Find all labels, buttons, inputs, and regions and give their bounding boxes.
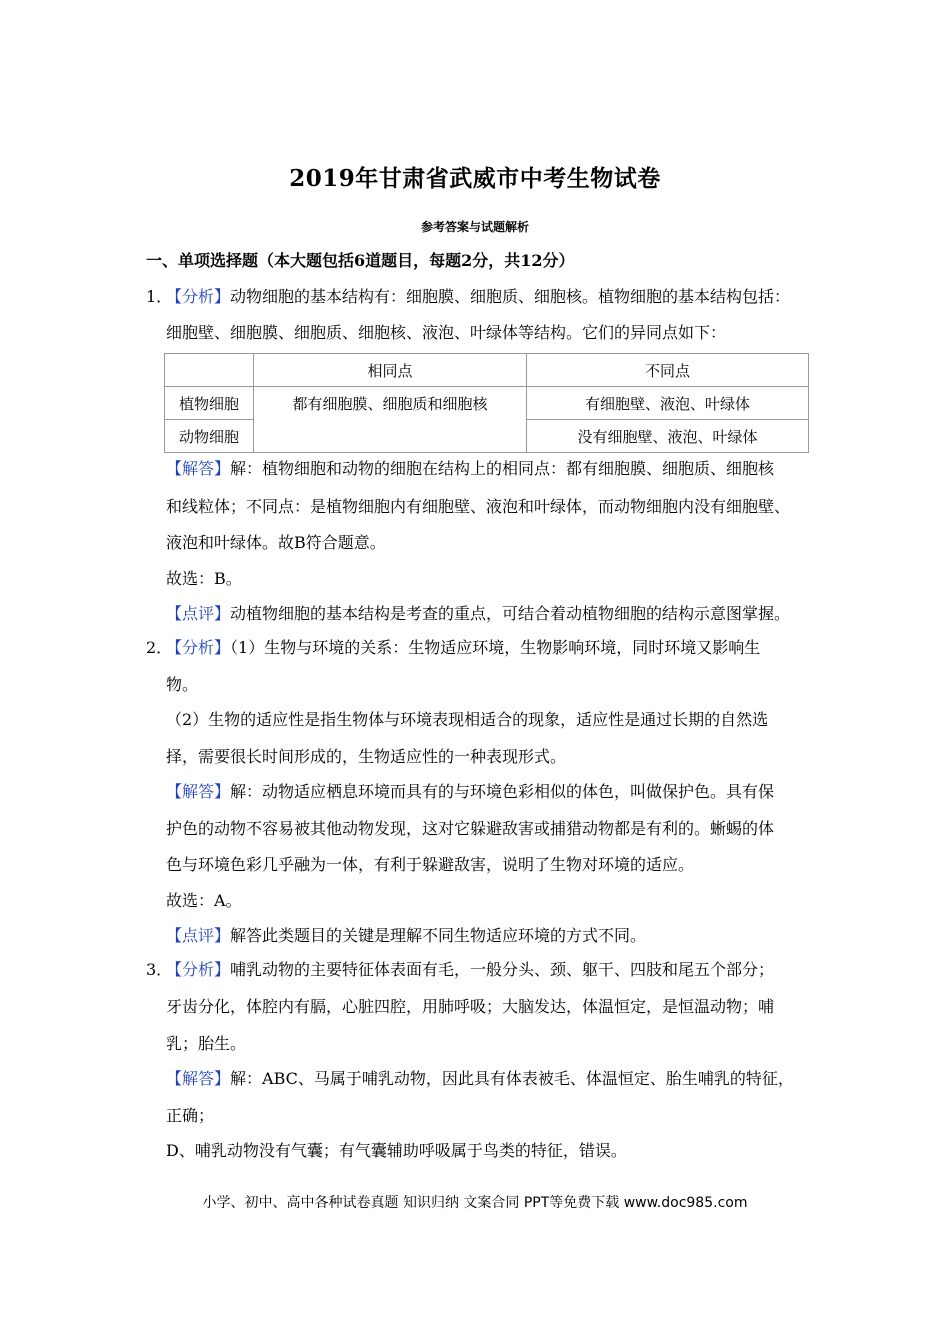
q1-answer-tag: 【解答】 [166,459,231,478]
q1-analysis-text: 动物细胞的基本结构有：细胞膜、细胞质、细胞核。植物细胞的基本结构包括： [230,287,791,306]
q1-answer-line [166,459,774,479]
q2-comment-tag: 【点评】 [166,926,231,945]
page-subtitle: 参考答案与试题解析 [420,220,529,234]
q2-answer-line-2: 护色的动物不容易被其他动物发现，这对它躲避敌害或捕猎动物都是有利的。蜥蜴的体 [166,819,775,838]
q1-comment-text: 动植物细胞的基本结构是考查的重点，可结合着动植物细胞的结构示意图掌握。 [230,604,791,623]
q2-comment-text: 解答此类题目的关键是理解不同生物适应环境的方式不同。 [230,926,647,945]
table-header-cell [165,354,254,387]
table-row-label: 植物细胞 [165,387,254,420]
q3-answer-tag: 【解答】 [166,1069,231,1088]
q2-analysis-line-4: 择，需要很长时间形成的，生物适应性的一种表现形式。 [166,747,567,766]
q2-choice: 故选：A。 [166,891,242,910]
q1-answer-line-2: 和线粒体；不同点：是植物细胞内有细胞壁、液泡和叶绿体，而动物细胞内没有细胞壁、 [166,497,791,516]
q1-analysis-line [166,287,790,307]
comparison-table [164,353,809,453]
q3-analysis-line-2: 牙齿分化，体腔内有膈，心脏四腔，用肺呼吸；大脑发达，体温恒定，是恒温动物；哺 [166,997,775,1016]
q2-comment-line [166,926,646,946]
q1-comment-line [166,604,790,624]
table-row-label: 动物细胞 [165,420,254,453]
q3-answer-line [166,1069,794,1089]
q2-analysis-line [166,638,760,658]
table-cell-diff: 没有细胞壁、液泡、叶绿体 [527,420,809,453]
q1-answer-text: 解：植物细胞和动物的细胞在结构上的相同点：都有细胞膜、细胞质、细胞核 [230,459,775,478]
q3-answer-line-3: D、哺乳动物没有气囊；有气囊辅助呼吸属于鸟类的特征，错误。 [166,1141,627,1160]
q1-comment-tag: 【点评】 [166,604,231,623]
table-row [165,354,809,387]
q3-number: 3． [146,960,173,979]
q2-answer-line [166,782,774,802]
q2-number: 2． [146,638,173,657]
q1-analysis-line-2: 细胞壁、细胞膜、细胞质、细胞核、液泡、叶绿体等结构。它们的异同点如下： [166,323,727,342]
q2-answer-line-3: 色与环境色彩几乎融为一体，有利于躲避敌害，说明了生物对环境的适应。 [166,855,695,874]
table-row [165,387,809,420]
table-header-cell: 相同点 [254,354,527,387]
table-header-cell: 不同点 [527,354,809,387]
q3-analysis-line [166,960,774,980]
section-heading: 一、单项选择题（本大题包括6道题目，每题2分，共12分） [146,251,575,270]
q1-answer-line-3: 液泡和叶绿体。故B符合题意。 [166,533,386,552]
q3-analysis-tag: 【分析】 [166,960,231,979]
q3-analysis-line-3: 乳；胎生。 [166,1034,247,1053]
q1-number: 1． [146,287,173,306]
q2-analysis-tag: 【分析】 [166,638,231,657]
q3-answer-text: 解：ABC、马属于哺乳动物，因此具有体表被毛、体温恒定、胎生哺乳的特征， [230,1069,794,1088]
q1-analysis-tag: 【分析】 [166,287,231,306]
q2-analysis-line-2: 物。 [166,675,199,694]
q3-analysis-text: 哺乳动物的主要特征体表面有毛，一般分头、颈、躯干、四肢和尾五个部分； [230,960,775,979]
q2-analysis-text: （1）生物与环境的关系：生物适应环境，生物影响环境，同时环境又影响生 [230,638,761,657]
q2-analysis-line-3: （2）生物的适应性是指生物体与环境表现相适合的现象，适应性是通过长期的自然选 [166,710,769,729]
q2-answer-text: 解：动物适应栖息环境而具有的与环境色彩相似的体色，叫做保护色。具有保 [230,782,775,801]
q1-choice: 故选：B。 [166,569,242,588]
table-cell-diff: 有细胞壁、液泡、叶绿体 [527,387,809,420]
q3-answer-line-2: 正确； [166,1106,215,1125]
table-cell-same: 都有细胞膜、细胞质和细胞核 [254,387,527,453]
page-title: 2019年甘肃省武威市中考生物试卷 [289,165,661,192]
q2-answer-tag: 【解答】 [166,782,231,801]
page-footer: 小学、初中、高中各种试卷真题 知识归纳 文案合同 PPT等免费下载 www.doc985.com [202,1195,748,1211]
